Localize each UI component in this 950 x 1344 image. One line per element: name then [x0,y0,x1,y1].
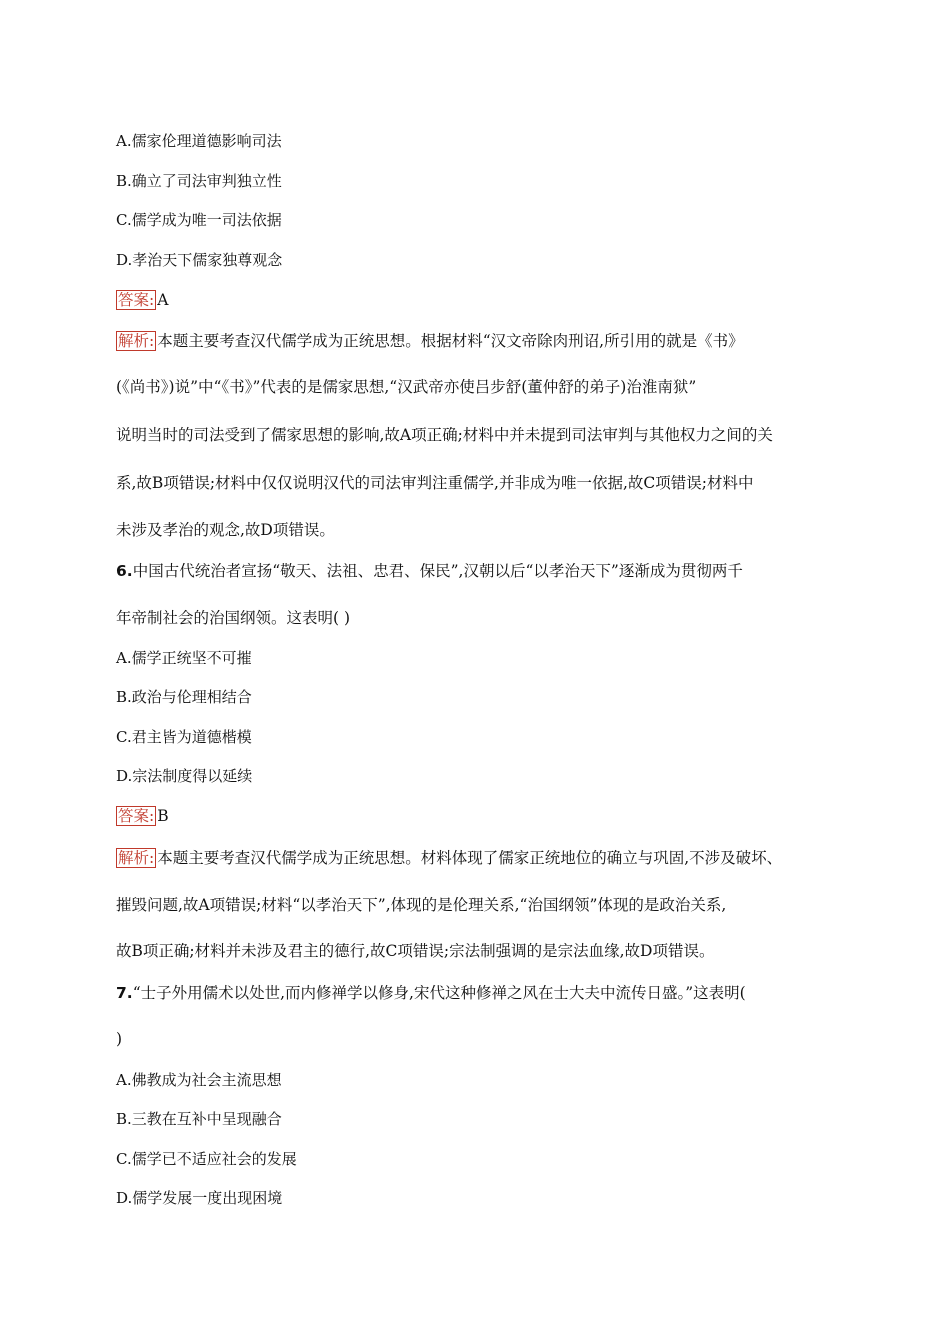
question-stem: 中国古代统治者宣扬“敬天、法祖、忠君、保民”,汉朝以后“以孝治天下”逐渐成为贯彻两千 [132,562,743,580]
q7-option-a: A.佛教成为社会主流思想 [116,1071,282,1089]
answer-value: A [157,291,169,309]
q7-stem-line-2: ) [116,1030,123,1048]
q5-option-a: A.儒家伦理道德影响司法 [116,132,282,150]
q6-analysis-line-1 [116,848,782,868]
q7-option-b: B.三教在互补中呈现融合 [116,1110,282,1128]
question-number: 7. [116,984,133,1002]
answer-label: 答案: [118,291,155,309]
q6-option-b: B.政治与伦理相结合 [116,688,252,706]
q5-option-c: C.儒学成为唯一司法依据 [116,211,282,229]
analysis-text: 本题主要考查汉代儒学成为正统思想。材料体现了儒家正统地位的确立与巩固,不涉及破坏、 [157,849,783,867]
q7-stem-line-1 [116,983,746,1003]
q6-stem-line-2: 年帝制社会的治国纲领。这表明( ) [116,609,351,627]
analysis-text: 本题主要考查汉代儒学成为正统思想。根据材料“汉文帝除肉刑诏,所引用的就是《书》 [157,332,744,350]
q5-option-b: B.确立了司法审判独立性 [116,172,282,190]
answer-value: B [157,807,169,825]
question-number: 6. [116,562,133,580]
q6-option-a: A.儒学正统坚不可摧 [116,649,252,667]
q5-analysis-line-4: 系,故B项错误;材料中仅仅说明汉代的司法审判注重儒学,并非成为唯一依据,故C项错误;材料中 [116,474,754,492]
question-stem: “士子外用儒术以处世,而内修禅学以修身,宋代这种修禅之风在士大夫中流传日盛。”这表明( [132,984,746,1002]
q5-analysis-line-1 [116,331,744,351]
q5-option-d: D.孝治天下儒家独尊观念 [116,251,283,269]
q6-option-c: C.君主皆为道德楷模 [116,728,252,746]
q5-analysis-line-2: (《尚书》)说”中“《书》”代表的是儒家思想,“汉武帝亦使吕步舒(董仲舒的弟子)治淮南狱” [116,378,697,396]
q5-analysis-line-3: 说明当时的司法受到了儒家思想的影响,故A项正确;材料中并未提到司法审判与其他权力之间的关 [116,426,773,444]
q6-option-d: D.宗法制度得以延续 [116,767,253,785]
q6-analysis-line-2: 摧毁问题,故A项错误;材料“以孝治天下”,体现的是伦理关系,“治国纲领”体现的是政治关系, [116,896,727,914]
answer-label: 答案: [118,807,155,825]
q6-stem-line-1 [116,561,743,581]
q6-answer [116,806,169,826]
q7-option-d: D.儒学发展一度出现困境 [116,1189,283,1207]
q5-analysis-line-5: 未涉及孝治的观念,故D项错误。 [116,521,335,539]
q7-option-c: C.儒学已不适应社会的发展 [116,1150,297,1168]
q6-analysis-line-3: 故B项正确;材料并未涉及君主的德行,故C项错误;宗法制强调的是宗法血缘,故D项错误。 [116,942,715,960]
q5-answer [116,290,168,310]
analysis-label: 解析: [118,849,155,867]
analysis-label: 解析: [118,332,155,350]
